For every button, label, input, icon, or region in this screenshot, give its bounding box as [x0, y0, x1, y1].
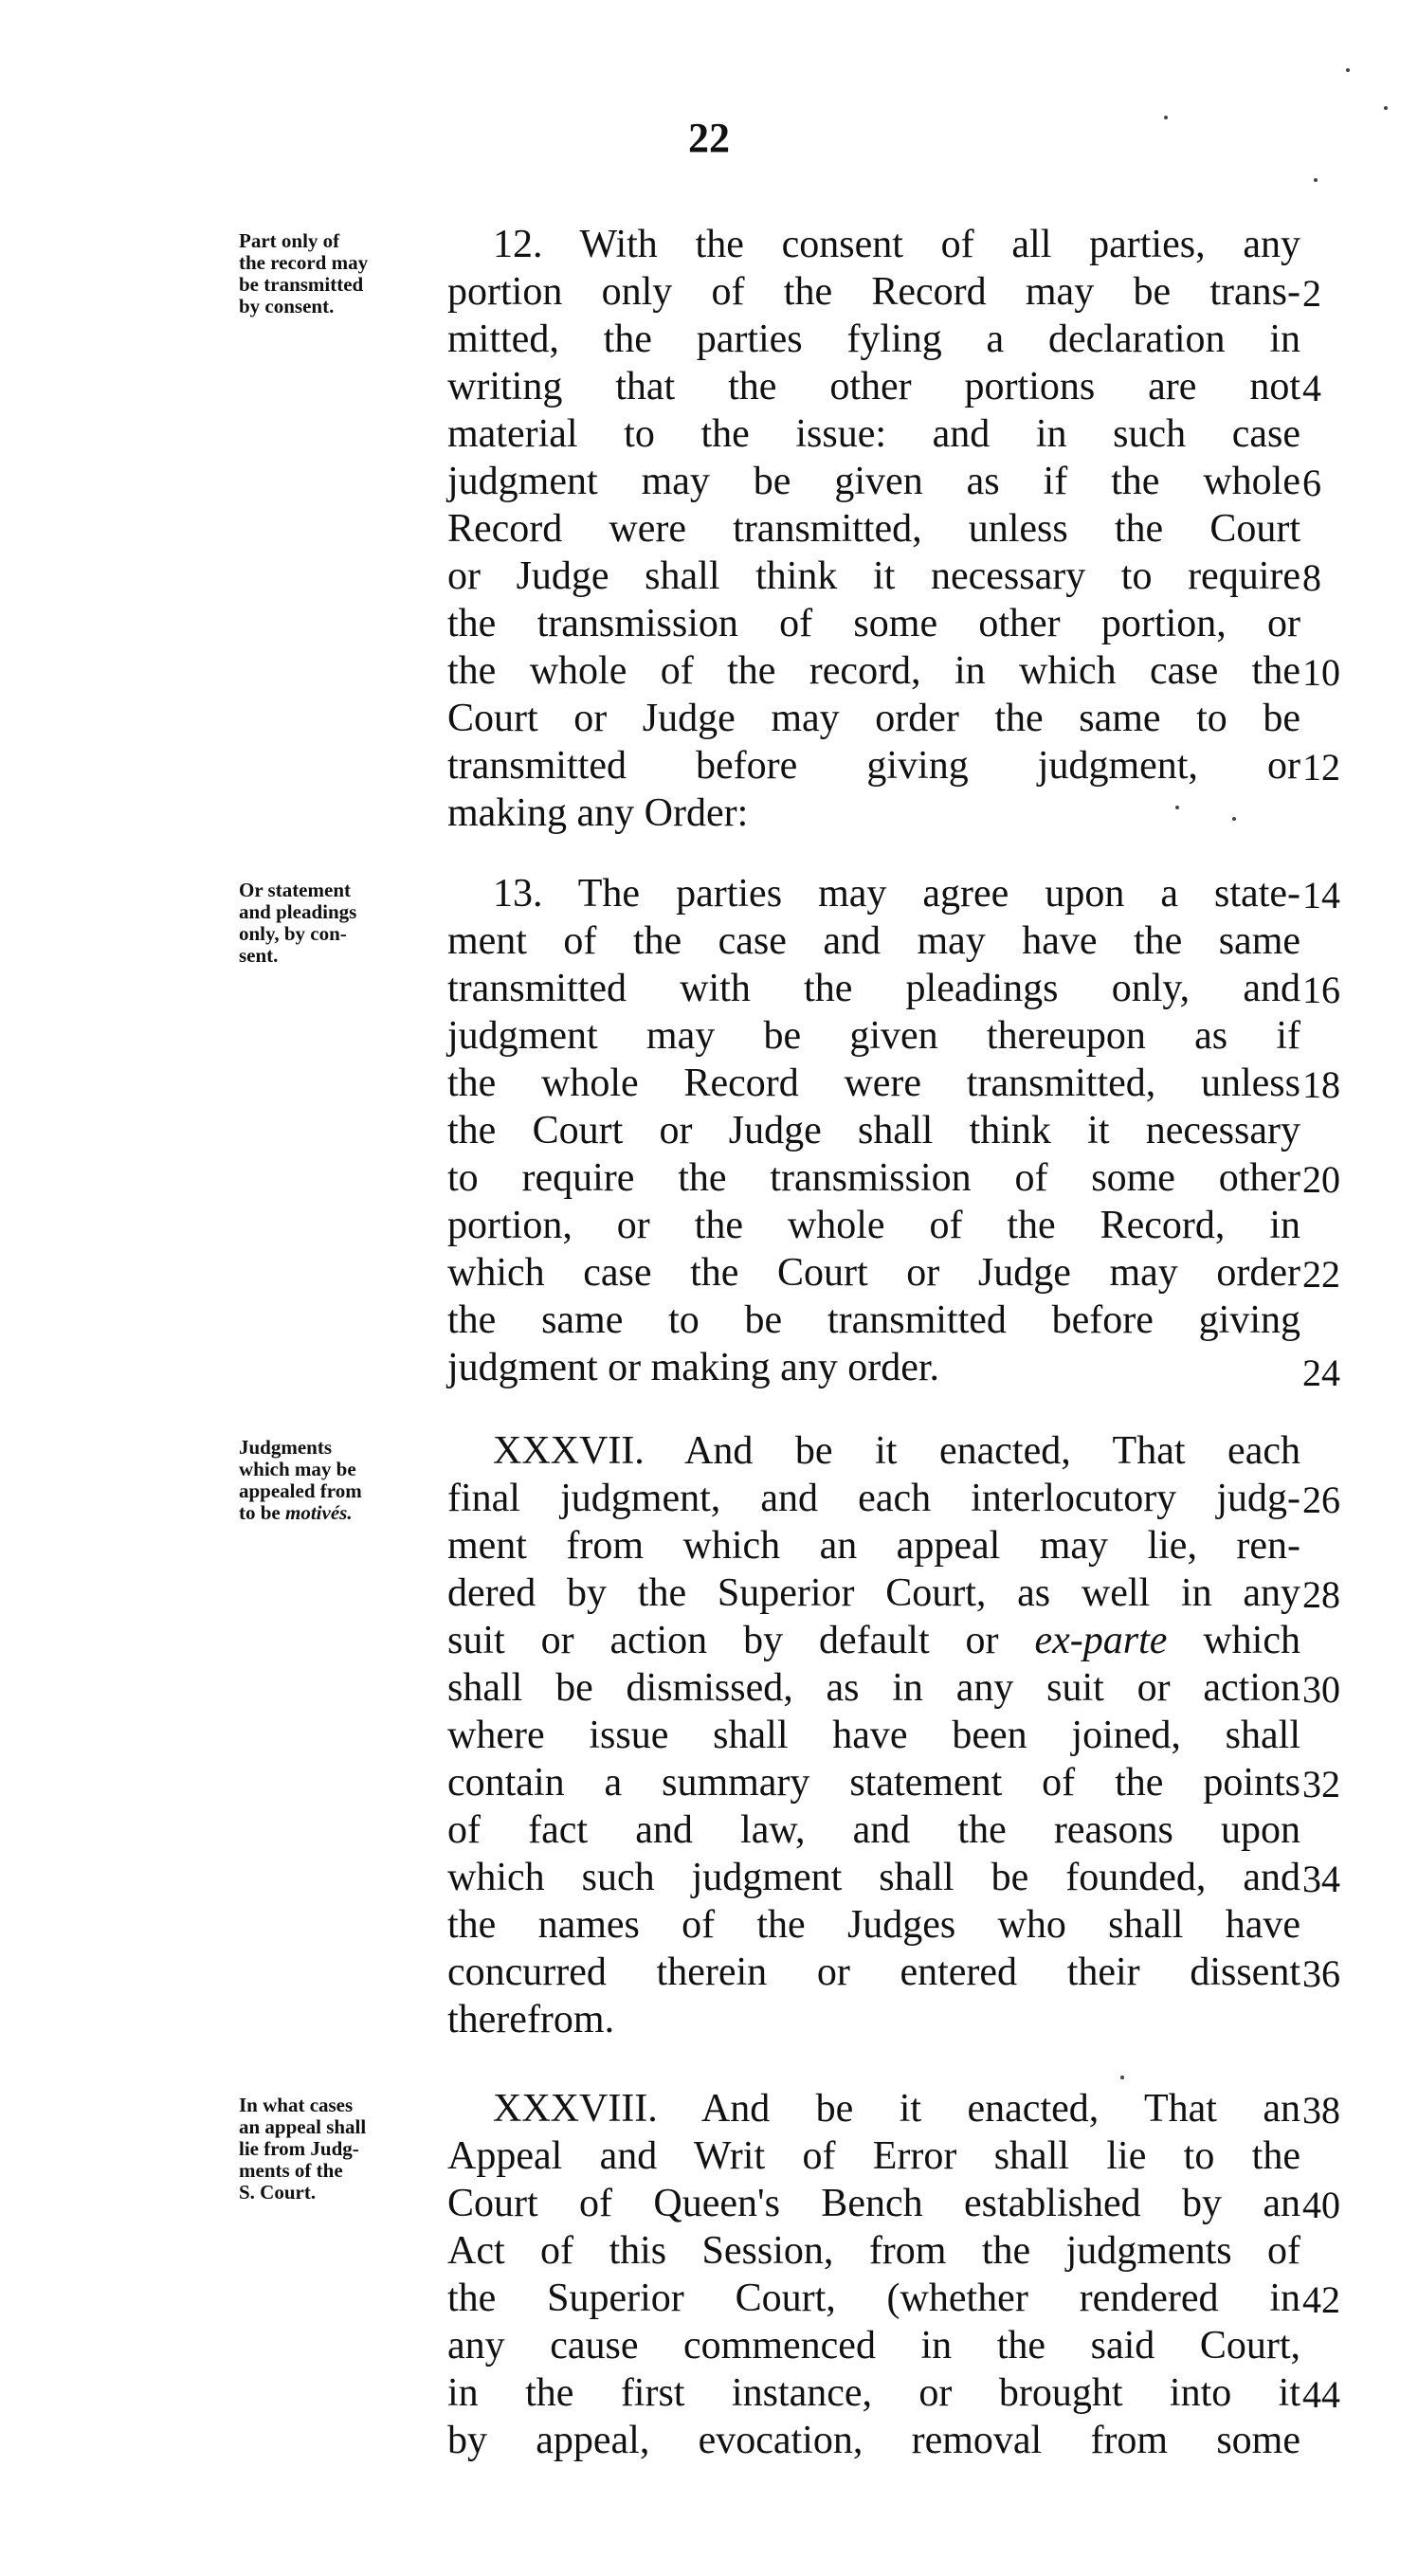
line-number: 36: [1302, 1952, 1340, 1995]
text-line: transmitted before giving judgment, or: [447, 744, 1300, 788]
line-number: 40: [1302, 2184, 1340, 2226]
note-line: which may be: [239, 1458, 356, 1480]
text-line: judgment may be given thereupon as if: [447, 1014, 1300, 1058]
line-number: 16: [1302, 969, 1340, 1011]
line-number: 18: [1302, 1063, 1340, 1106]
line-number: 44: [1302, 2373, 1340, 2416]
line-number: 4: [1302, 367, 1321, 409]
text-line: [447, 1617, 1300, 1664]
text-line: judgment may be given as if the whole: [447, 460, 1300, 503]
page-number: 22: [688, 115, 730, 161]
note-line: sent.: [239, 944, 279, 967]
text-line: the same to be transmitted before giving: [447, 1298, 1300, 1342]
text-line: portion, or the whole of the Record, in: [447, 1204, 1300, 1247]
line-number: 30: [1302, 1668, 1340, 1711]
line-number: 28: [1302, 1573, 1340, 1616]
scan-speck: [1175, 806, 1179, 809]
text-line: Court of Queen's Bench established by an: [447, 2182, 1300, 2225]
text-line: where issue shall have been joined, shall: [447, 1714, 1300, 1757]
text-line: the whole of the record, in which case the: [447, 649, 1300, 693]
note-line: Or statement: [239, 879, 351, 901]
text-line: final judgment, and each interlocutory judg-: [447, 1477, 1300, 1520]
text-line: XXXVIII. And be it enacted, That an: [493, 2087, 1300, 2131]
line-number: 38: [1302, 2089, 1340, 2132]
note-line: the record may: [239, 251, 369, 274]
italic-term: ex-parte: [1034, 1619, 1168, 1662]
text-line: contain a summary statement of the points: [447, 1761, 1300, 1805]
text-run: which: [1167, 1619, 1300, 1662]
margin-note: [239, 2095, 419, 2204]
scan-speck: [1346, 68, 1350, 72]
text-line: Court or Judge may order the same to be: [447, 697, 1300, 740]
text-line: shall be dismissed, as in any suit or action: [447, 1666, 1300, 1710]
note-line: In what cases: [239, 2094, 354, 2116]
line-number: 12: [1302, 746, 1340, 789]
note-line: to be: [239, 1501, 281, 1524]
note-line: be transmitted: [239, 273, 364, 296]
line-number: 8: [1302, 556, 1321, 599]
margin-note: [239, 1437, 419, 1524]
line-number: 14: [1302, 874, 1340, 916]
text-run: suit or action by default or: [447, 1619, 999, 1662]
text-line: therefrom.: [447, 1998, 615, 2041]
note-line: ments of the: [239, 2159, 343, 2182]
text-line: dered by the Superior Court, as well in any: [447, 1571, 1300, 1615]
line-number: 24: [1302, 1351, 1340, 1394]
text-line: making any Order:: [447, 791, 749, 835]
note-line: Part only of: [239, 229, 340, 252]
text-line: any cause commenced in the said Court,: [447, 2324, 1300, 2367]
text-line: to require the transmission of some other: [447, 1156, 1300, 1200]
text-line: in the first instance, or brought into it: [447, 2371, 1300, 2415]
line-number: 22: [1302, 1253, 1340, 1296]
text-line: concurred therein or entered their dissent: [447, 1950, 1300, 1994]
text-line: of fact and law, and the reasons upon: [447, 1808, 1300, 1852]
text-line: XXXVII. And be it enacted, That each: [493, 1429, 1300, 1473]
text-line: which case the Court or Judge may order: [447, 1251, 1300, 1295]
text-line: the Court or Judge shall think it necessary: [447, 1109, 1300, 1152]
text-line: ment from which an appeal may lie, ren-: [447, 1524, 1300, 1568]
scan-speck: [1120, 2076, 1124, 2079]
text-line: Act of this Session, from the judgments of: [447, 2229, 1300, 2273]
scan-speck: [1314, 178, 1318, 182]
text-line: or Judge shall think it necessary to require: [447, 554, 1300, 598]
text-line: ment of the case and may have the same: [447, 919, 1300, 963]
margin-note: [239, 230, 419, 317]
note-line: lie from Judg-: [239, 2137, 359, 2160]
text-line: transmitted with the pleadings only, and: [447, 967, 1300, 1010]
text-line: 12. With the consent of all parties, any: [493, 223, 1300, 266]
line-number: 42: [1302, 2278, 1340, 2321]
note-line: by consent.: [239, 295, 335, 317]
note-line: appealed from: [239, 1479, 362, 1502]
text-line: writing that the other portions are not: [447, 365, 1300, 408]
text-line: the Superior Court, (whether rendered in: [447, 2277, 1300, 2320]
note-line: only, by con-: [239, 922, 347, 945]
text-line: by appeal, evocation, removal from some: [447, 2419, 1300, 2462]
text-line: the transmission of some other portion, or: [447, 602, 1300, 645]
scan-speck: [1384, 106, 1388, 110]
line-number: 32: [1302, 1763, 1340, 1805]
text-line: 13. The parties may agree upon a state-: [493, 872, 1300, 916]
text-line: which such judgment shall be founded, and: [447, 1856, 1300, 1899]
text-line: portion only of the Record may be trans-: [447, 270, 1300, 314]
scan-speck: [1164, 116, 1168, 119]
line-number: 2: [1302, 272, 1321, 315]
margin-note: [239, 880, 419, 967]
line-number: 10: [1302, 651, 1340, 694]
text-line: material to the issue: and in such case: [447, 412, 1300, 456]
text-line: Appeal and Writ of Error shall lie to the: [447, 2134, 1300, 2178]
note-line: an appeal shall: [239, 2115, 367, 2138]
scan-speck: [1232, 817, 1236, 821]
text-line: mitted, the parties fyling a declaration in: [447, 317, 1300, 361]
note-line: motivés.: [285, 1501, 353, 1524]
text-line: the names of the Judges who shall have: [447, 1903, 1300, 1947]
line-number: 34: [1302, 1858, 1340, 1900]
note-line: Judgments: [239, 1436, 333, 1459]
note-line: and pleadings: [239, 900, 357, 923]
line-number: 20: [1302, 1158, 1340, 1201]
text-line: Record were transmitted, unless the Court: [447, 507, 1300, 551]
line-number: 26: [1302, 1478, 1340, 1521]
line-number: 6: [1302, 462, 1321, 504]
note-line: S. Court.: [239, 2181, 317, 2204]
text-line: judgment or making any order.: [447, 1346, 940, 1389]
text-line: the whole Record were transmitted, unless: [447, 1061, 1300, 1105]
